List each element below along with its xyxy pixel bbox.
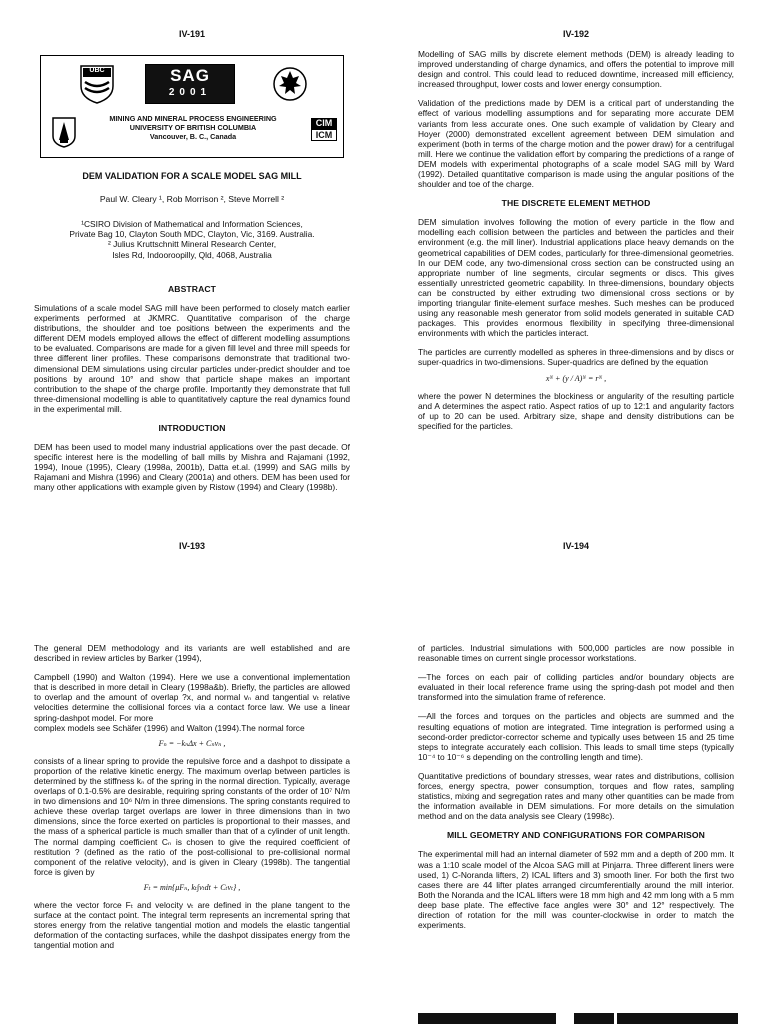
introduction-heading: INTRODUCTION <box>158 423 226 434</box>
institute-line: Vancouver, B. C., Canada <box>149 132 237 141</box>
affiliation-line: Isles Rd, Indooroopilly, Qld, 4068, Australia <box>112 249 272 260</box>
normal-force-equation: Fₙ = −kₙΔx + Cₙvₙ , <box>158 738 226 748</box>
page-193-body <box>34 643 350 959</box>
affiliation-line: ² Julius Kruttschnitt Mineral Research Center, <box>107 239 277 250</box>
paper-title: DEM VALIDATION FOR A SCALE MODEL SAG MILL <box>82 171 302 181</box>
page-number: IV-194 <box>562 541 590 551</box>
paragraph: The particles are currently modelled as spheres in three-dimensions and by discs or super-quadrics in two-dimensions. Super-quadrics are defined by the equation <box>418 347 734 368</box>
paragraph: where the power N determines the blockiness or angularity of the resulting particle and A determines the aspect ratio. Aspect ratios of up to 12:1 and angularity factors of up to 20 can be used. Arbitrary size, shape and density distributions can be specified for the particles. <box>418 390 734 431</box>
page-number: IV-191 <box>178 29 206 39</box>
abstract-section <box>34 278 350 502</box>
institute-block <box>81 114 305 141</box>
page-iv-193 <box>0 512 384 1024</box>
paragraph: Campbell (1990) and Walton (1994). Here we use a conventional implementation that is described in more detail in Cleary (1998a&b). Briefly, the particles are allowed to overlap and the amount of overlap ?x, and normal vₙ and tangential vₜ relative velocities determine the collisional forces via a contact force law. We use a linear spring-dashpot model. For more <box>34 672 350 723</box>
mining-lamp-crest-icon <box>51 116 77 153</box>
page-number: IV-193 <box>178 541 206 551</box>
paragraph: Quantitative predictions of boundary stresses, wear rates and distributions, collision forces, energy spectra, power consumption, torques and flow rates, sampling statistics, mixing and segregation rates and many other quantities can be made from the information available in DEM simulations. For more details on the simulation method and on the data analysis see Cleary (1998c). <box>418 770 734 822</box>
tangential-force-equation: Fₜ = min{μFₙ, kₜ∫vₜdt + Cₜvₜ} , <box>143 882 241 892</box>
cim-logo <box>311 118 337 141</box>
authors: Paul W. Cleary ¹, Rob Morrison ², Steve Morrell ² <box>99 194 285 204</box>
page-iv-191 <box>0 0 384 512</box>
paragraph: of particles. Industrial simulations with 500,000 particles are now possible in reasonable times on current single processor workstations. <box>418 643 734 664</box>
page-194-body <box>418 643 734 939</box>
page-iv-192 <box>384 0 768 512</box>
paragraph: complex models see Schäfer (1996) and Walton (1994).The normal force <box>34 722 305 733</box>
affiliation-line: ¹CSIRO Division of Mathematical and Information Sciences, <box>81 219 303 229</box>
abstract-text: Simulations of a scale model SAG mill have been performed to closely match earlier experiments performed at JKMRC. Quantitative comparison of the charge distributions, the shoulder and toe positions between the experiments and the different DEM models employed allows the effect of different modelling assumptions to be evaluated. Comparisons are made for a given fill level and three mill speeds for three different liner profiles. These comparisons demonstrate that traditional two-dimensional DEM simulations using circular particles under-predict shoulder and toe positions by around 10° and show that particle shape makes an important contribution to the shape of the charge profile. Importantly they demonstrate that full three-dimensional modelling is able to quantitatively capture the real dynamics found in the experimental mill. <box>34 303 350 414</box>
mill-geometry-heading: MILL GEOMETRY AND CONFIGURATIONS FOR COMPARISON <box>447 830 705 841</box>
paragraph: Validation of the predictions made by DEM is a critical part of understanding the effect of various modelling assumptions and for separating more accurate DEM variants from less accurate ones. One such example of validation by Cleary and Hoyer (2000) demonstrated excellent agreement between DEM simulation and experiment (both in terms of the charge motion and the power draw) for a centrifugal mill. Here we continue the validation effort by comparing the predictions of a range of DEM models with experimental photographs of a scale model SAG mill by Ward (1992). Detailed quantitative comparison is made using the angular positions of the shoulder and toe of the charge. <box>418 98 734 190</box>
institute-line: MINING AND MINERAL PROCESS ENGINEERING <box>109 114 277 123</box>
abstract-heading: ABSTRACT <box>167 284 217 294</box>
paragraph: where the vector force Fₜ and velocity vₜ are defined in the plane tangent to the surface at the contact point. The integral term represents an incremental spring that stores energy from the relative tangential motion and models the elastic tangential deformation of the contacting surfaces, while the dashpot dissipates energy from the tangential motion and <box>34 899 350 951</box>
page-iv-194 <box>384 512 768 1024</box>
conference-header <box>40 55 344 158</box>
ubc-label: UBC <box>89 67 105 74</box>
paragraph: DEM simulation involves following the motion of every particle in the flow and modelling each collision between the particles and between the particles and their environment (e.g. the mill liner). Industrial applications place heavy demands on the geometrical capabilities of DEM codes, particularly for three-dimensional geometries. In our DEM code, any two-dimensional cross section can be constructed using an appropriate number of line segments, circular segments or discs. This gives essentially unrestricted geometric capability. In three-dimensions, boundary objects can be constructed by either extruding two dimensional cross sections or by importing triangular finite-element surface meshes. Such meshes can be produced using any reasonable mesh generator from solid models generated in suitable CAD packages. This provides enormous flexibility in specifying three-dimensional environments with which the particles interact. <box>418 217 734 339</box>
paragraph: —The forces on each pair of colliding particles and/or boundary objects are evaluated in their local reference frame using the spring-dash pot model and then transformed into the simulation frame of reference. <box>418 672 734 703</box>
cim-bottom: ICM <box>311 129 337 141</box>
page-192-body <box>418 49 734 440</box>
paragraph: The general DEM methodology and its variants are well established and are described in review articles by Barker (1994), <box>34 643 350 664</box>
sag-logo <box>145 64 235 104</box>
sag-year: 2001 <box>168 87 212 98</box>
figure-gap <box>614 1013 617 1024</box>
superquadric-equation: xᴺ + (y / A)ᴺ = rᴺ , <box>545 373 607 383</box>
figure-top-edge <box>418 1013 738 1024</box>
figure-gap <box>556 1013 574 1024</box>
affiliation-line: Private Bag 10, Clayton South MDC, Clayton, Vic, 3169. Australia. <box>69 229 315 240</box>
cim-top: CIM <box>311 118 337 129</box>
institute-line: UNIVERSITY OF BRITISH COLUMBIA <box>129 123 257 132</box>
paragraph: —All the forces and torques on the particles and objects are summed and the resulting equations of motion are integrated. Time integration is performed using a second-order predictor-corrector scheme and typically uses between 15 and 25 time steps to integrate accurately each collision. This leads to small time steps (typically 10⁻⁴ to 10⁻⁶ s depending on the controlling length and time). <box>418 711 734 762</box>
page-number: IV-192 <box>562 29 590 39</box>
ubc-crest-icon <box>79 64 115 109</box>
paragraph: The experimental mill had an internal diameter of 592 mm and a depth of 200 mm. It was a 1:10 scale model of the Alcoa SAG mill at Pinjarra. Three different liners were used, 1) C-Noranda lifters, 2) ICAL lifters and 3) smooth liner. For both the first two cases there are 44 lifter plates arranged circumferentially around the mill interior. Both the Noranda and the ICAL lifters were 18 mm high and 42 mm long with a 5 mm deep base plate. The effective face angles were 30° and 12° respectively. The direction of rotation for the mill was counter-clockwise in order to match the experiments. <box>418 849 734 931</box>
paragraph: consists of a linear spring to provide the repulsive force and a dashpot to dissipate a proportion of the relative kinetic energy. The maximum overlap between particles is determined by the stiffness kₙ of the spring in the normal direction. Typically, average overlaps of 0.1-0.5% are desirable, requiring spring constants of the order of 10⁷ N/m in two dimensions and 10⁶ N/m in three dimensions. The spring constants required to achieve these overlap target overlaps are lower in three dimensions than in two dimensions, since the force exerted on particles is proportional to their masses, and the mass of a spherical particle is much smaller than that of a cylinder of unit length. The normal damping coefficient Cₙ is chosen to give the required coefficient of restitution ? (defined as the ratio of the post-collisional to pre-collisional normal component of the relative velocity), and is given in Cleary (1998b). The tangential force is given by <box>34 755 350 877</box>
introduction-text: DEM has been used to model many industrial applications over the past decade. Of specific interest here is the modelling of ball mills by Mishra and Rajamani (1992, 1994), Inoue (1995), Cleary (1998a, 2001b), Datta et.al. (1999) and SAG mills by Rajamani and Mishra (1996) and Cleary (2001a) and others. DEM has been used for many other applications with example given by Ristow (1994) and Cleary (1998b). <box>34 442 350 493</box>
paragraph: Modelling of SAG mills by discrete element methods (DEM) is already leading to improved understanding of charge dynamics, and offers the potential to improve mill design and control. This could lead to reduced downtime, increased mill efficiency, increased throughput, lower costs and lower energy consumption. <box>418 49 734 90</box>
affiliations <box>0 219 384 260</box>
maple-leaf-crest-icon <box>273 66 307 107</box>
sag-title: SAG <box>170 66 210 85</box>
dem-heading: THE DISCRETE ELEMENT METHOD <box>501 198 651 209</box>
